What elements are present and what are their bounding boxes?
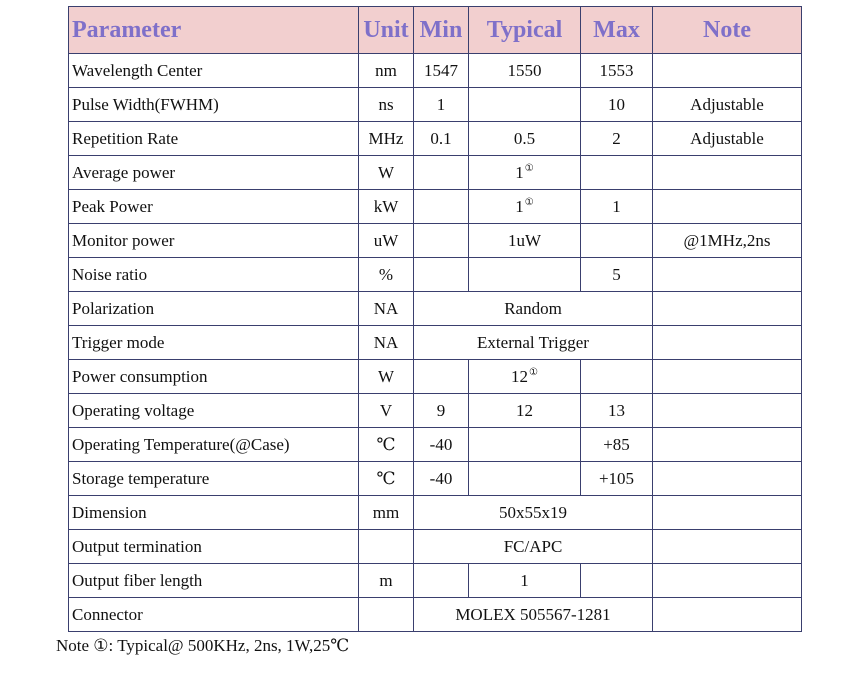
note-cell xyxy=(653,258,802,292)
note-cell xyxy=(653,54,802,88)
unit-cell: W xyxy=(359,360,414,394)
table-row xyxy=(69,496,802,530)
typical-cell: 0.5 xyxy=(469,122,581,156)
merged-value-cell: MOLEX 505567-1281 xyxy=(414,598,653,632)
max-cell xyxy=(581,156,653,190)
typical-cell xyxy=(469,360,581,394)
typical-cell xyxy=(469,258,581,292)
table-row xyxy=(69,292,802,326)
min-cell: 0.1 xyxy=(414,122,469,156)
param-cell: Wavelength Center xyxy=(69,54,359,88)
header-typical: Typical xyxy=(469,7,581,54)
param-cell: Connector xyxy=(69,598,359,632)
header-row xyxy=(69,7,802,54)
max-cell xyxy=(581,564,653,598)
unit-cell: kW xyxy=(359,190,414,224)
table-row xyxy=(69,190,802,224)
merged-value-cell: FC/APC xyxy=(414,530,653,564)
min-cell: 1547 xyxy=(414,54,469,88)
unit-cell: V xyxy=(359,394,414,428)
typical-cell: 12 xyxy=(469,394,581,428)
header-min: Min xyxy=(414,7,469,54)
table-row xyxy=(69,122,802,156)
footnote-mark: ① xyxy=(524,162,534,174)
max-cell: 1553 xyxy=(581,54,653,88)
table-row xyxy=(69,88,802,122)
note-cell: Adjustable xyxy=(653,122,802,156)
param-cell: Polarization xyxy=(69,292,359,326)
min-cell xyxy=(414,564,469,598)
min-cell: -40 xyxy=(414,428,469,462)
header-note: Note xyxy=(653,7,802,54)
typical-cell xyxy=(469,156,581,190)
footnote: Note ①: Typical@ 500KHz, 2ns, 1W,25℃ xyxy=(56,636,350,655)
merged-value-cell: 50x55x19 xyxy=(414,496,653,530)
min-cell xyxy=(414,190,469,224)
param-cell: Peak Power xyxy=(69,190,359,224)
unit-cell: NA xyxy=(359,292,414,326)
unit-cell: ℃ xyxy=(359,428,414,462)
note-cell xyxy=(653,530,802,564)
typical-value: 12 xyxy=(511,366,529,386)
max-cell: 2 xyxy=(581,122,653,156)
unit-cell: ns xyxy=(359,88,414,122)
param-cell: Operating voltage xyxy=(69,394,359,428)
merged-value-cell: External Trigger xyxy=(414,326,653,360)
spec-table-container xyxy=(68,6,802,632)
param-cell: Output termination xyxy=(69,530,359,564)
param-cell: Noise ratio xyxy=(69,258,359,292)
table-row xyxy=(69,326,802,360)
max-cell xyxy=(581,360,653,394)
typical-cell: 1 xyxy=(469,564,581,598)
param-cell: Dimension xyxy=(69,496,359,530)
param-cell: Output fiber length xyxy=(69,564,359,598)
unit-cell: m xyxy=(359,564,414,598)
param-cell: Storage temperature xyxy=(69,462,359,496)
note-cell xyxy=(653,190,802,224)
typical-cell xyxy=(469,88,581,122)
header-unit: Unit xyxy=(359,7,414,54)
note-cell xyxy=(653,428,802,462)
table-row xyxy=(69,564,802,598)
unit-cell xyxy=(359,598,414,632)
header-max: Max xyxy=(581,7,653,54)
table-row xyxy=(69,428,802,462)
table-row xyxy=(69,224,802,258)
typical-cell: 1550 xyxy=(469,54,581,88)
unit-cell: MHz xyxy=(359,122,414,156)
min-cell xyxy=(414,258,469,292)
merged-value-cell: Random xyxy=(414,292,653,326)
max-cell: 1 xyxy=(581,190,653,224)
param-cell: Pulse Width(FWHM) xyxy=(69,88,359,122)
note-cell: @1MHz,2ns xyxy=(653,224,802,258)
typical-cell xyxy=(469,190,581,224)
max-cell: 13 xyxy=(581,394,653,428)
min-cell: -40 xyxy=(414,462,469,496)
note-cell xyxy=(653,598,802,632)
min-cell xyxy=(414,224,469,258)
note-cell xyxy=(653,156,802,190)
footnote-mark: ① xyxy=(524,196,534,208)
unit-cell: NA xyxy=(359,326,414,360)
typical-cell xyxy=(469,462,581,496)
min-cell: 1 xyxy=(414,88,469,122)
unit-cell: % xyxy=(359,258,414,292)
max-cell: 10 xyxy=(581,88,653,122)
unit-cell: nm xyxy=(359,54,414,88)
max-cell: +85 xyxy=(581,428,653,462)
note-cell xyxy=(653,360,802,394)
unit-cell: uW xyxy=(359,224,414,258)
note-cell xyxy=(653,462,802,496)
specification-table xyxy=(68,6,802,632)
param-cell: Power consumption xyxy=(69,360,359,394)
table-row xyxy=(69,258,802,292)
table-row xyxy=(69,394,802,428)
max-cell xyxy=(581,224,653,258)
param-cell: Operating Temperature(@Case) xyxy=(69,428,359,462)
param-cell: Average power xyxy=(69,156,359,190)
min-cell: 9 xyxy=(414,394,469,428)
header-parameter: Parameter xyxy=(69,7,359,54)
table-row xyxy=(69,54,802,88)
unit-cell xyxy=(359,530,414,564)
min-cell xyxy=(414,156,469,190)
max-cell: +105 xyxy=(581,462,653,496)
table-row xyxy=(69,462,802,496)
table-row xyxy=(69,598,802,632)
param-cell: Repetition Rate xyxy=(69,122,359,156)
table-row xyxy=(69,530,802,564)
footnote-mark: ① xyxy=(529,366,538,378)
typical-value: 1 xyxy=(515,162,524,182)
unit-cell: ℃ xyxy=(359,462,414,496)
typical-cell xyxy=(469,428,581,462)
note-cell xyxy=(653,394,802,428)
typical-cell: 1uW xyxy=(469,224,581,258)
note-cell xyxy=(653,564,802,598)
typical-value: 1 xyxy=(515,196,524,216)
note-cell: Adjustable xyxy=(653,88,802,122)
max-cell: 5 xyxy=(581,258,653,292)
min-cell xyxy=(414,360,469,394)
table-row xyxy=(69,156,802,190)
note-cell xyxy=(653,496,802,530)
param-cell: Monitor power xyxy=(69,224,359,258)
note-cell xyxy=(653,292,802,326)
unit-cell: W xyxy=(359,156,414,190)
note-cell xyxy=(653,326,802,360)
param-cell: Trigger mode xyxy=(69,326,359,360)
unit-cell: mm xyxy=(359,496,414,530)
table-row xyxy=(69,360,802,394)
